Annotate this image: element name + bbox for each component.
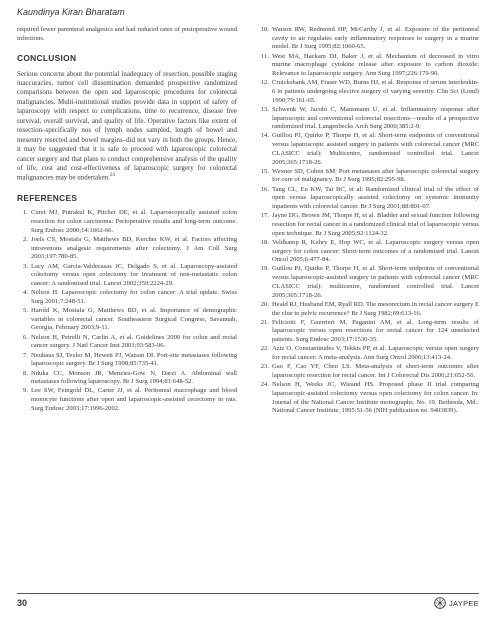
reference-number: 7. bbox=[23, 351, 28, 359]
reference-text: Nelson H. Laparoscopic colectomy for colon cancer: A trial update. Swiss Surg 2001;7:248-51. bbox=[31, 289, 237, 305]
reference-item bbox=[257, 106, 479, 132]
reference-text: West MA, Hackam DJ, Baker J, et al. Mechanism of decreased in vitro murine macrophage cytokine release after exposure to carbon dioxide: Relevance to laparoscopic surgery. Ann Surg 1997;226:179-90. bbox=[272, 52, 479, 78]
reference-text: Guillou PJ, Quirke P, Thorpe H, et al. Short-term endpoints of conventional versus laparoscopic-assisted surgery in patients with colorectal cancer (MRC CLASICC trial): multicentre, randomised controlled trial. Lancet 2005;365:1718-26. bbox=[272, 265, 479, 299]
reference-text: Nduka CC, Monson JR, Menzies-Gow N, Darzi A. Abdominal wall metastases following laparoscopy. Br J Surg 1994;81:648-52. bbox=[31, 369, 237, 386]
reference-item bbox=[257, 132, 479, 167]
references-list-left bbox=[17, 209, 237, 413]
references-heading: REFERENCES bbox=[17, 193, 78, 204]
reference-number: 20. bbox=[260, 300, 269, 308]
reference-text: Tang CL, Eu KW, Tai BC, et al: Randomized clinical trial of the effect of open versus laparoscopically assisted colectomy on systemic immunity inpatients with colorectal cancer. Br J Surg 2001;88:801-07. bbox=[272, 185, 479, 211]
reference-text: Wexner SD, Cohen SM: Port metastases after laparoscopic colorectal surgery for cure of malignancy. Br J Surg 1995;82:295-98. bbox=[272, 167, 479, 184]
right-column bbox=[257, 26, 479, 416]
running-head: Kaundinya Kiran Bharatam bbox=[17, 7, 125, 17]
reference-text: Guillou PJ, Quirke P, Thorpe H, et al: Short-term endpoints of conventional versus laparoscopic assisted surgery in patients with colorectal cancer (MRC CLASICC trial): Multicentre, randomised controlled trial. Lancet 2005;365:1718-26. bbox=[272, 132, 479, 166]
left-column bbox=[17, 26, 237, 414]
reference-text: Jayne DG, Brown JM, Thorpe H, et al. Bladder and sexual function following resection for rectal cancer in a randomized clinical trial of laparoscopic versus open technique. Br J Surg 2005;92:1124-32. bbox=[272, 212, 479, 237]
reference-text: Nelson H, Weeks JC, Wieand HS. Proposed phase II trial comparing laparoscopic-assisted colectomy versus open colectomy for colon cancer. In: Journal of the National Cancer Institute monographs. No. 19. Bethesda, Md.: National Cancer Institute, 1995:51-56 (NIH publication no. 9403839). bbox=[272, 381, 479, 415]
reference-number: 5. bbox=[23, 307, 28, 315]
reference-item bbox=[257, 79, 479, 105]
reference-number: 16. bbox=[260, 185, 269, 193]
page-number: 30 bbox=[17, 598, 28, 608]
reference-number: 18. bbox=[260, 238, 269, 246]
reference-item bbox=[257, 168, 479, 185]
reference-number: 2. bbox=[23, 235, 28, 243]
reference-number: 14. bbox=[260, 132, 269, 140]
reference-text: Lacy AM, Garcia-Valdecasas JC, Delgado S, et al. Laparoscopy-assisted colectomy versus open colectomy for treatment of non-metastatic colon cancer: A randomised trial. Lancet 2002;359:2224-29. bbox=[31, 262, 237, 287]
publisher-name: JAYPEE bbox=[448, 598, 479, 608]
reference-number: 19. bbox=[260, 265, 269, 273]
reference-text: Nelson H, Petrelli N, Carlin A, et al. Guidelines 2000 for colon and rectal cancer surgery. J Natl Cancer Inst 2001;93:583-96. bbox=[31, 333, 237, 350]
reference-item bbox=[257, 363, 479, 380]
reference-text: Heald RJ, Husband EM, Ryall RD. The mesorectum in rectal cancer surgery E the clue to pelvic recurrence? Br J Surg 1982;69:613-16. bbox=[272, 300, 479, 317]
references-list-right bbox=[257, 26, 479, 416]
footer-rule bbox=[17, 593, 479, 594]
reference-text: Neuhaus SJ, Texler M, Hewett PJ, Watson DI. Port-site metastases following laparoscopic surgery. Br J Surg 1998;85:735-41. bbox=[31, 351, 237, 368]
reference-number: 8. bbox=[23, 369, 28, 377]
reference-number: 1. bbox=[23, 209, 28, 217]
reference-number: 21. bbox=[260, 318, 269, 326]
reference-item bbox=[17, 289, 237, 306]
reference-item bbox=[257, 53, 479, 79]
reference-number: 12. bbox=[260, 79, 269, 87]
reference-item bbox=[17, 370, 237, 387]
reference-text: Veldkamp R, Kuhry E, Hop WC, et al. Laparoscopic surgery versus open surgery for colon cancer: Short-term outcomes of a randomised trial. Lancet Oncol 2005;6:477-84. bbox=[272, 238, 479, 264]
reference-number: 10. bbox=[260, 26, 269, 33]
reference-number: 22. bbox=[260, 345, 269, 353]
reference-item bbox=[17, 236, 237, 262]
reference-number: 13. bbox=[260, 105, 269, 113]
reference-item bbox=[17, 387, 237, 413]
conclusion-heading: CONCLUSION bbox=[17, 53, 77, 64]
jaypee-logo-icon bbox=[434, 597, 446, 609]
reference-number: 11. bbox=[261, 52, 269, 60]
reference-text: Cruickshank AM, Fraser WD, Burns HJ, et al. Response of serum interleukin-6 in patients undergoing elective surgery of varying severity. Clin Sci (Lond) 1990;79:161-65. bbox=[272, 79, 479, 104]
reference-item bbox=[17, 334, 237, 351]
reference-number: 24. bbox=[260, 381, 269, 389]
conclusion-text bbox=[17, 70, 237, 184]
reference-number: 4. bbox=[23, 289, 28, 297]
reference-number: 15. bbox=[260, 167, 269, 175]
reference-item bbox=[257, 212, 479, 238]
reference-text: Feliciotti F, Guerrieri M, Paganini AM, et al. Long-term results of laparoscopic versus open resections for rectal cancer for 124 unselected patients. Surg Endosc 2003;17:1530-35. bbox=[272, 318, 479, 344]
reference-text: Harold K, Mostafa G, Matthews BD, et al. Importance of demographic variables in colorectal cancer. Southeastern Surgical Congress, Savannah, Georgia, February 2003;9-11. bbox=[31, 307, 237, 332]
reference-text: Lee SW, Feingold DL, Carter JJ, et al. Peritoneal macrophage and blood monocyte functions after open and laparoscopic-assisted cecectomy in rats. Surg Endosc 2003;17:1996-2002. bbox=[31, 387, 237, 412]
reference-item bbox=[257, 239, 479, 265]
reference-text: Joels CS, Mostafa G, Matthews BD, Kercher KW, et al. Factors affecting intravenous analgesic requirements after colectomy. J Am Coll Surg 2003;197:780-85. bbox=[31, 235, 237, 261]
reference-number: 6. bbox=[23, 333, 28, 341]
reference-number: 17. bbox=[260, 212, 269, 220]
reference-number: 9. bbox=[23, 387, 28, 395]
reference-item bbox=[17, 263, 237, 289]
reference-item bbox=[257, 381, 479, 416]
reference-item bbox=[257, 345, 479, 362]
intro-paragraph: required fewer parenteral analgesics and had reduced rates of postoperative wound infections. bbox=[17, 26, 237, 42]
reference-item bbox=[17, 209, 237, 235]
publisher-logo bbox=[434, 597, 479, 609]
reference-item bbox=[17, 352, 237, 369]
reference-item bbox=[17, 307, 237, 333]
reference-text: Aziz O, Constantinides V, Tekkis PP, et al. Laparoscopic versus open surgery for rectal cancer: A meta-analysis. Ann Surg Oncol 2006;13:413-24. bbox=[272, 345, 479, 362]
reference-item bbox=[257, 265, 479, 300]
reference-number: 23. bbox=[260, 363, 269, 371]
reference-text: Watson RW, Redmond HP, McCarthy J, et al. Exposure of the peritoneal cavity to air regulates early inflammatory responses to surgery in a murine model. Br J Surg 1995;82:1060-65. bbox=[272, 26, 479, 51]
reference-item bbox=[257, 186, 479, 212]
reference-item bbox=[257, 26, 479, 52]
reference-text: Gao F, Cao YF, Chen LS. Meta-analysis of short-term outcomes after laparoscopic resection for rectal cancer. Int J Colorectal Dis 2006;21:652-56. bbox=[272, 363, 479, 379]
reference-number: 3. bbox=[23, 262, 28, 270]
reference-item bbox=[257, 319, 479, 345]
conclusion-body: Serious concerns about the potential inadequacy of resection, possible staging inaccuracies, tumor cell dissemination demanded prospective randomized comparisons between the open and laparoscopic procedures for colorectal malignancies. Multi-institutional studies provide data in support of safety of laparoscopy with respect to complications, time to recurrence, disease free survival, overall survival, and quality of life. Operative factors like extent of resection–specifically nos of lymph nodes sampled, length of bowel and mesentry resected and bowel margins–did not vary in both the groups. Hence, it may be suggested that it is safe to proceed with laparoscopic colorectal cancer surgery and that plans to conduct comprehensive analysis of the quality of life, cost and cost-effectiveness of laparoscopic surgery for colorectal malignancies may be undertaken. bbox=[17, 69, 237, 182]
reference-text: Schwenk W, Jacobi C, Mansmann U, et al. Inflammatory response after laparoscopic and conventional colorectal resections—results of a prospective randomized trial. Langenbecks Arch Surg 2000;385:2-9. bbox=[272, 105, 479, 131]
conclusion-citation: 24 bbox=[109, 173, 115, 179]
reference-text: Curet MJ, Putrakul K, Pitcher DE, et al. Laparoscopically assisted colon resection for colon carcinoma: Perioperative results and long-term outcome. Surg Endosc 2000;14:1062-66. bbox=[31, 209, 237, 234]
reference-item bbox=[257, 301, 479, 318]
